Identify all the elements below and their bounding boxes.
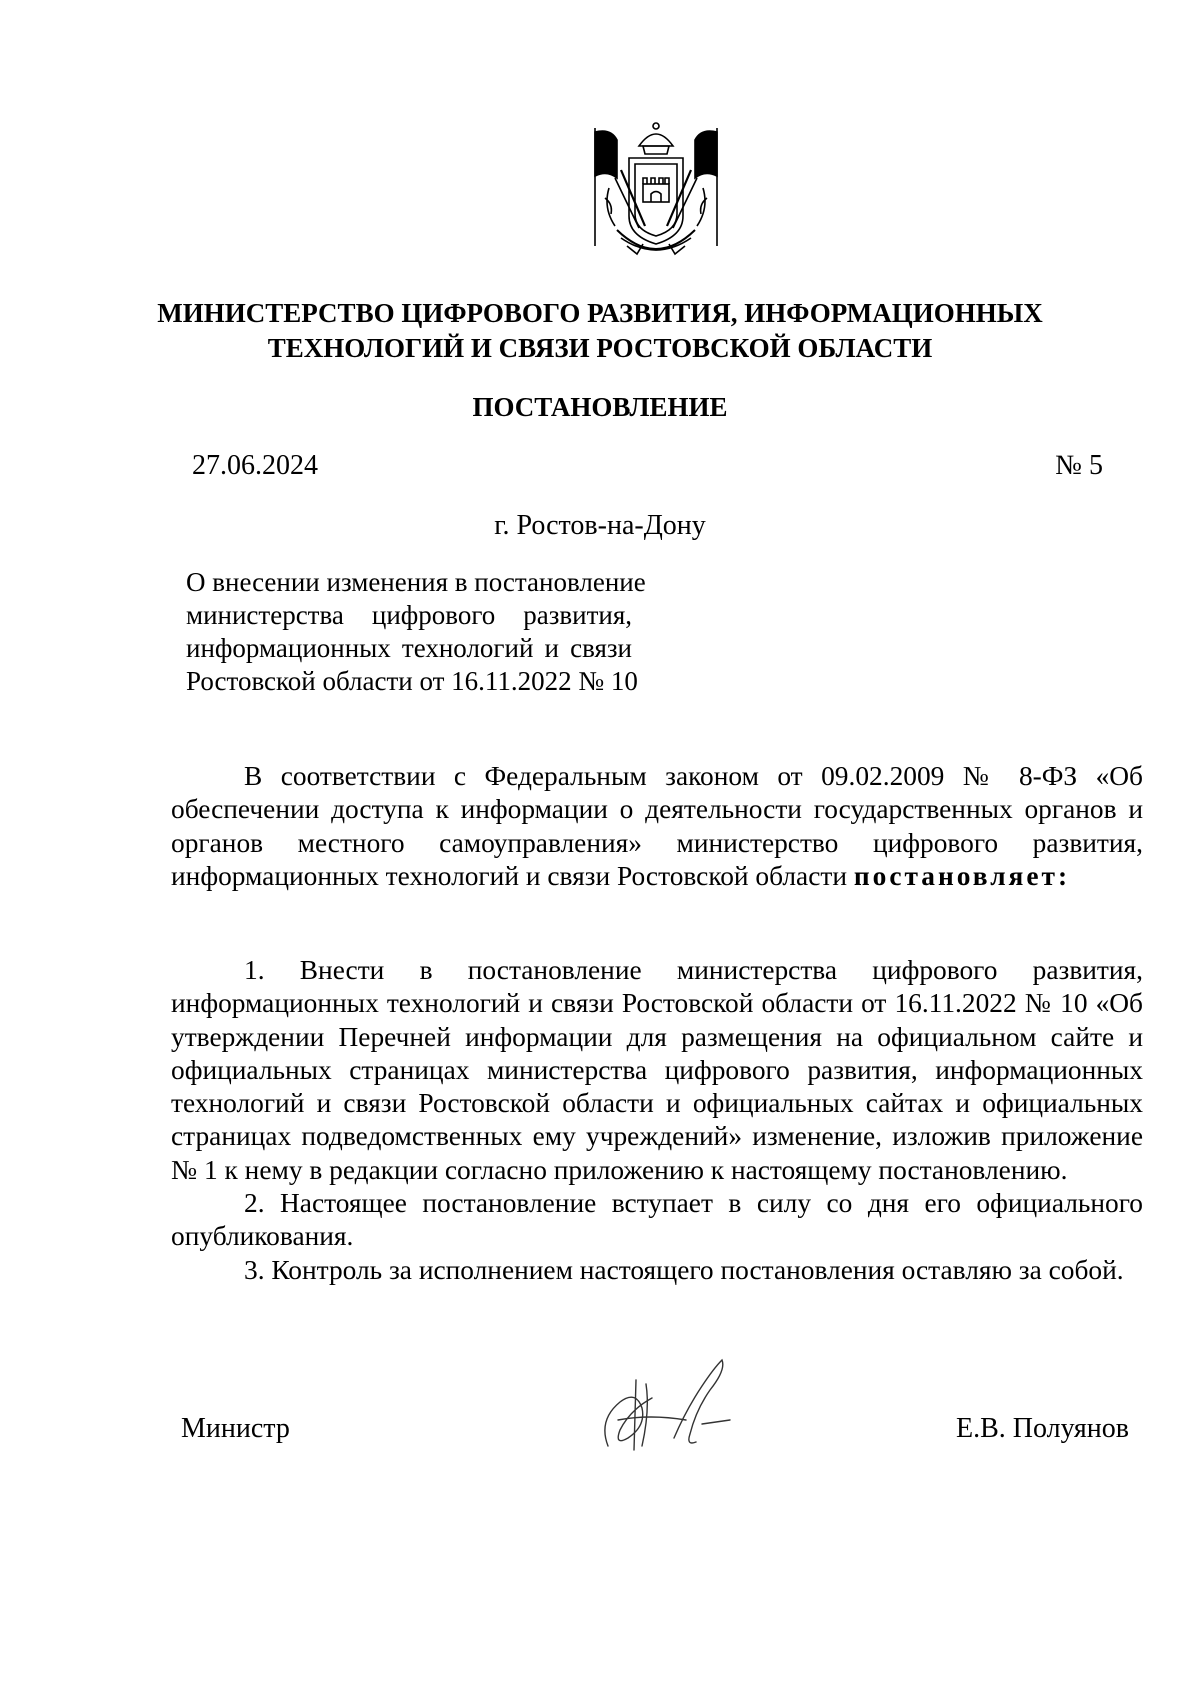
subject-line: информационных технологий и связи bbox=[186, 633, 632, 663]
subject-line: министерства цифрового развития, bbox=[186, 600, 632, 630]
document-date: 27.06.2024 bbox=[192, 450, 318, 481]
document-city: г. Ростов-на-Дону bbox=[494, 510, 706, 541]
preamble-text: В соответствии с Федеральным законом от 09.02.2009 № 8-ФЗ «Об обеспечении доступа к информации о деятельности государственных органов и органов местного самоуправления» министерство цифрового развития, информационных технологий и связи Ростовской области bbox=[171, 761, 1143, 891]
signatory-title: Министр bbox=[181, 1413, 290, 1444]
resolution-points bbox=[171, 954, 1143, 1287]
preamble bbox=[171, 760, 1143, 893]
handwritten-signature-icon bbox=[590, 1350, 740, 1460]
document-number: № 5 bbox=[1055, 450, 1103, 481]
resolution-point-1: 1. Внести в постановление министерства цифрового развития, информационных технологий и связи Ростовской области от 16.11.2022 № 10 «Об утверждении Перечней информации для размещения на официальном сайте и официальных страницах министерства цифрового развития, информационных технологий и связи Ростовской области и официальных сайтах и официальных страницах подведомственных ему учреждений» изменение, изложив приложение № 1 к нему в редакции согласно приложению к настоящему постановлению. bbox=[171, 955, 1143, 1185]
preamble-paragraph bbox=[171, 760, 1143, 893]
signatory-name: Е.В. Полуянов bbox=[956, 1413, 1129, 1444]
ministry-name bbox=[150, 296, 1050, 366]
document-type: ПОСТАНОВЛЕНИЕ bbox=[472, 392, 728, 422]
subject-line: О внесении изменения в постановление bbox=[186, 567, 646, 597]
resolution-keyword: постановляет: bbox=[853, 860, 1071, 891]
resolution-point-3: 3. Контроль за исполнением настоящего постановления оставляю за собой. bbox=[244, 1254, 1124, 1285]
coat-of-arms-icon bbox=[587, 118, 725, 268]
resolution-point-2: 2. Настоящее постановление вступает в силу со дня его официального опубликования. bbox=[171, 1188, 1143, 1252]
subject-line: Ростовской области от 16.11.2022 № 10 bbox=[186, 666, 638, 696]
document-subject bbox=[186, 566, 646, 698]
ministry-line-2: ТЕХНОЛОГИЙ И СВЯЗИ РОСТОВСКОЙ ОБЛАСТИ bbox=[267, 333, 933, 363]
ministry-line-1: МИНИСТЕРСТВО ЦИФРОВОГО РАЗВИТИЯ, ИНФОРМАЦИОННЫХ bbox=[157, 298, 1043, 328]
